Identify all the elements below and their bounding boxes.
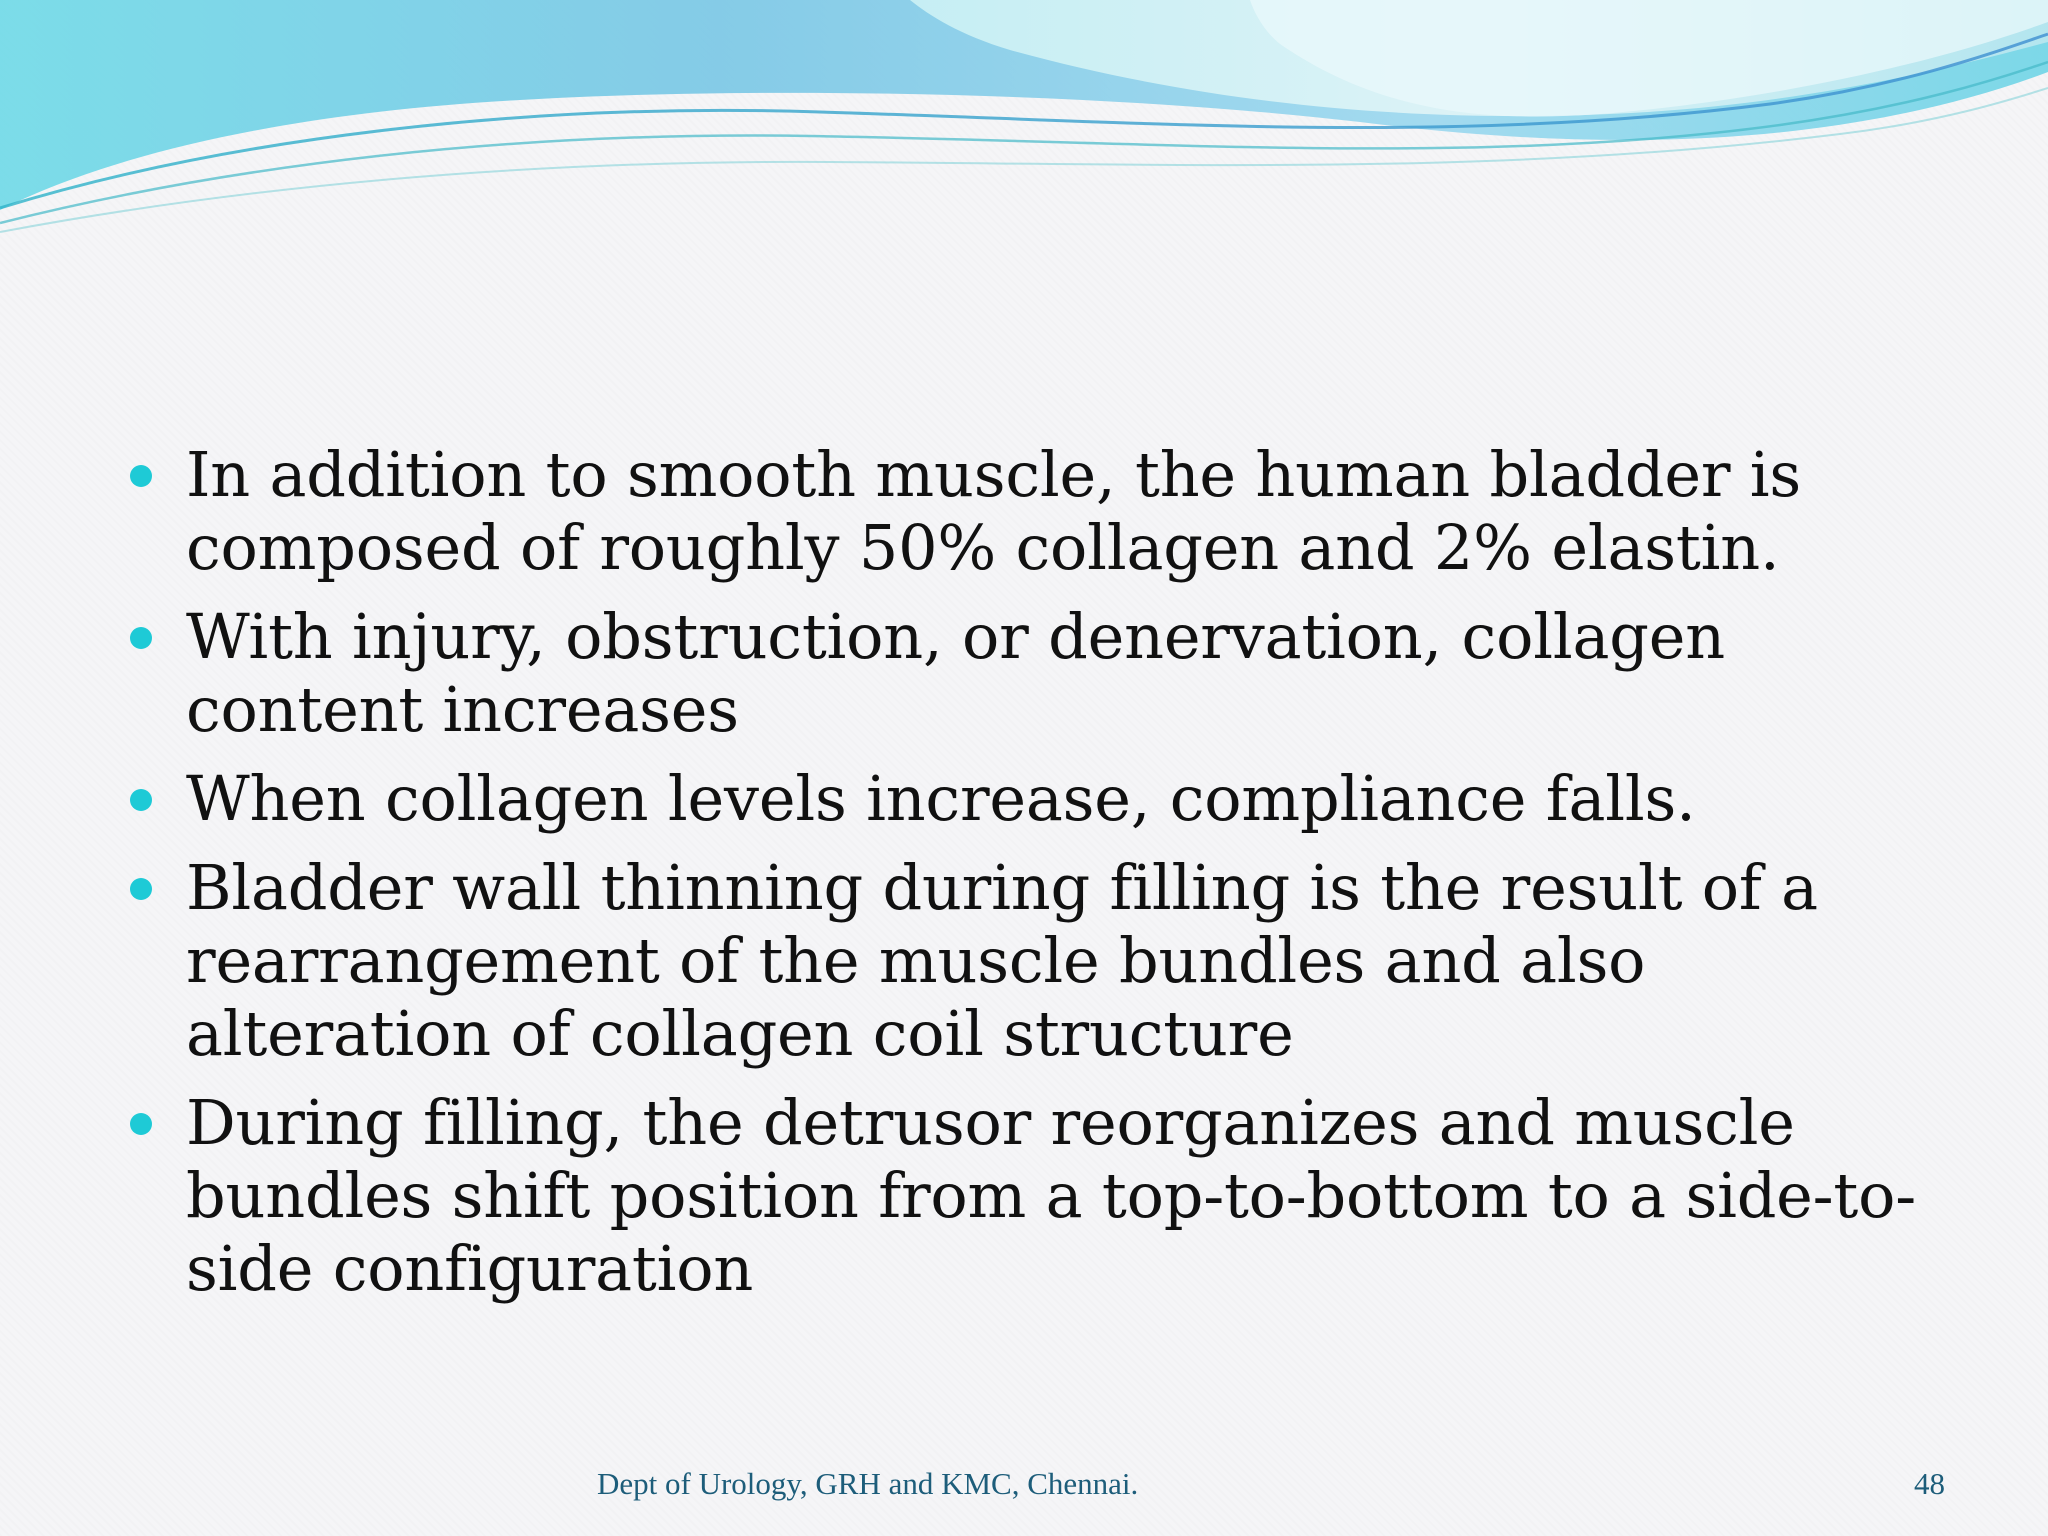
bullet-item-4 [128,851,1948,1070]
bullet-item-2 [128,600,1948,746]
slide-content [128,438,1948,1321]
bullet-text-5: During filling, the detrusor reorganizes and muscle bundles shift position from a top-to-bottom to a side-to-side configuration [186,1086,1917,1305]
bullet-text-3: When collagen levels increase, compliance falls. [186,762,1696,835]
bullet-text-1: In addition to smooth muscle, the human bladder is composed of roughly 50% collagen and 2% elastin. [186,438,1802,584]
bullet-text-2: With injury, obstruction, or denervation, collagen content increases [186,600,1725,746]
bullet-item-1 [128,438,1948,584]
bullet-item-3 [128,762,1948,835]
bullet-dot-icon [130,1113,152,1135]
page-number: 48 [1914,1466,1945,1501]
bullet-dot-icon [130,627,152,649]
bullet-item-5 [128,1086,1948,1305]
bullet-dot-icon [130,465,152,487]
bullet-list [128,438,1948,1305]
bullet-dot-icon [130,878,152,900]
footer-department-text: Dept of Urology, GRH and KMC, Chennai. [597,1466,1139,1501]
header-wave-decoration [0,0,2048,240]
bullet-text-4: Bladder wall thinning during filling is the result of a rearrangement of the muscle bundles and also alteration of collagen coil structure [186,851,1818,1070]
bullet-dot-icon [130,789,152,811]
